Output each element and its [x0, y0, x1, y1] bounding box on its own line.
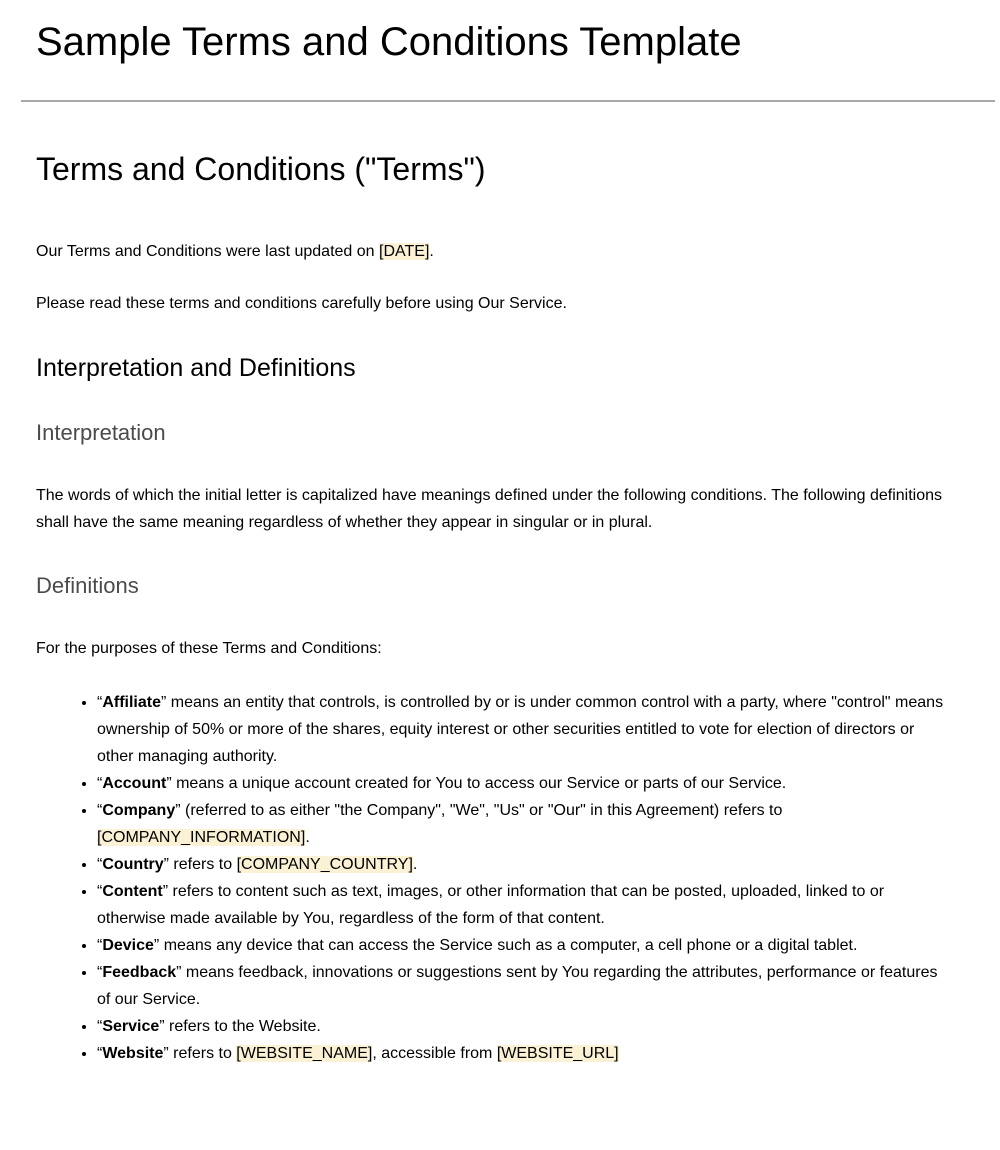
definitions-list	[36, 689, 952, 1067]
definitions-intro: For the purposes of these Terms and Conditions:	[36, 640, 382, 657]
placeholder-company-country: [COMPANY_COUNTRY]	[236, 856, 413, 873]
open-quote: “	[97, 802, 103, 819]
definition-period: .	[412, 856, 418, 873]
definition-item-content	[97, 878, 952, 932]
definition-text: , accessible from	[372, 1045, 497, 1062]
last-updated-paragraph	[36, 238, 952, 265]
definition-text: ” refers to the Website.	[159, 1018, 321, 1035]
interpretation-body: The words of which the initial letter is capitalized have meanings defined under the following conditions. The following definitions shall have the same meaning regardless of whether they appear in singular or in plural.	[36, 487, 943, 531]
last-updated-period: .	[429, 243, 434, 260]
open-quote: “	[97, 964, 103, 981]
definitions-subheading: Definitions	[36, 573, 139, 598]
definition-item-company	[97, 797, 952, 851]
term-feedback: Feedback	[102, 964, 177, 981]
term-country: Country	[102, 856, 164, 873]
definition-text: ” refers to	[163, 856, 237, 873]
last-updated-text: Our Terms and Conditions were last updated on	[36, 243, 380, 260]
placeholder-company-information: [COMPANY_INFORMATION]	[97, 829, 306, 846]
open-quote: “	[97, 883, 103, 900]
definition-text: ” (referred to as either "the Company", "We", "Us" or "Our" in this Agreement) refers to	[175, 802, 783, 819]
interpretation-subheading: Interpretation	[36, 420, 166, 445]
divider	[21, 100, 995, 102]
term-content: Content	[102, 883, 163, 900]
term-service: Service	[102, 1018, 160, 1035]
open-quote: “	[97, 937, 103, 954]
placeholder-date: [DATE]	[379, 243, 430, 260]
definition-item-country	[97, 851, 952, 878]
definition-item-device	[97, 932, 952, 959]
open-quote: “	[97, 1018, 103, 1035]
definition-item-website	[97, 1040, 952, 1067]
definition-item-affiliate	[97, 689, 952, 770]
definition-item-feedback	[97, 959, 952, 1013]
read-carefully-paragraph: Please read these terms and conditions carefully before using Our Service.	[36, 295, 567, 312]
page-title: Sample Terms and Conditions Template	[36, 20, 742, 64]
open-quote: “	[97, 1045, 103, 1062]
definition-item-account	[97, 770, 952, 797]
definition-text: ” means an entity that controls, is controlled by or is under common control with a party, where "control" means ownership of 50% or more of the shares, equity interest or other securities entitled to vote for election of directors or other managing authority.	[97, 694, 944, 765]
term-affiliate: Affiliate	[102, 694, 161, 711]
open-quote: “	[97, 775, 103, 792]
terms-heading: Terms and Conditions ("Terms")	[36, 151, 486, 187]
definition-text: ” means any device that can access the Service such as a computer, a cell phone or a digital tablet.	[153, 937, 858, 954]
definition-text: ” means feedback, innovations or suggestions sent by You regarding the attributes, performance or features of our Service.	[97, 964, 938, 1008]
interpretation-and-definitions-heading: Interpretation and Definitions	[36, 354, 356, 382]
term-company: Company	[102, 802, 176, 819]
term-device: Device	[102, 937, 154, 954]
term-website: Website	[102, 1045, 164, 1062]
definition-text: ” refers to content such as text, images, or other information that can be posted, uploaded, linked to or otherwise made available by You, regardless of the form of that content.	[97, 883, 885, 927]
placeholder-website-name: [WEBSITE_NAME]	[236, 1045, 373, 1062]
term-account: Account	[102, 775, 167, 792]
open-quote: “	[97, 856, 103, 873]
definition-item-service	[97, 1013, 952, 1040]
placeholder-website-url: [WEBSITE_URL]	[496, 1045, 619, 1062]
definition-period: .	[305, 829, 310, 846]
definition-text: ” means a unique account created for You to access our Service or parts of our Service.	[166, 775, 787, 792]
definition-text: ” refers to	[163, 1045, 237, 1062]
open-quote: “	[97, 694, 103, 711]
